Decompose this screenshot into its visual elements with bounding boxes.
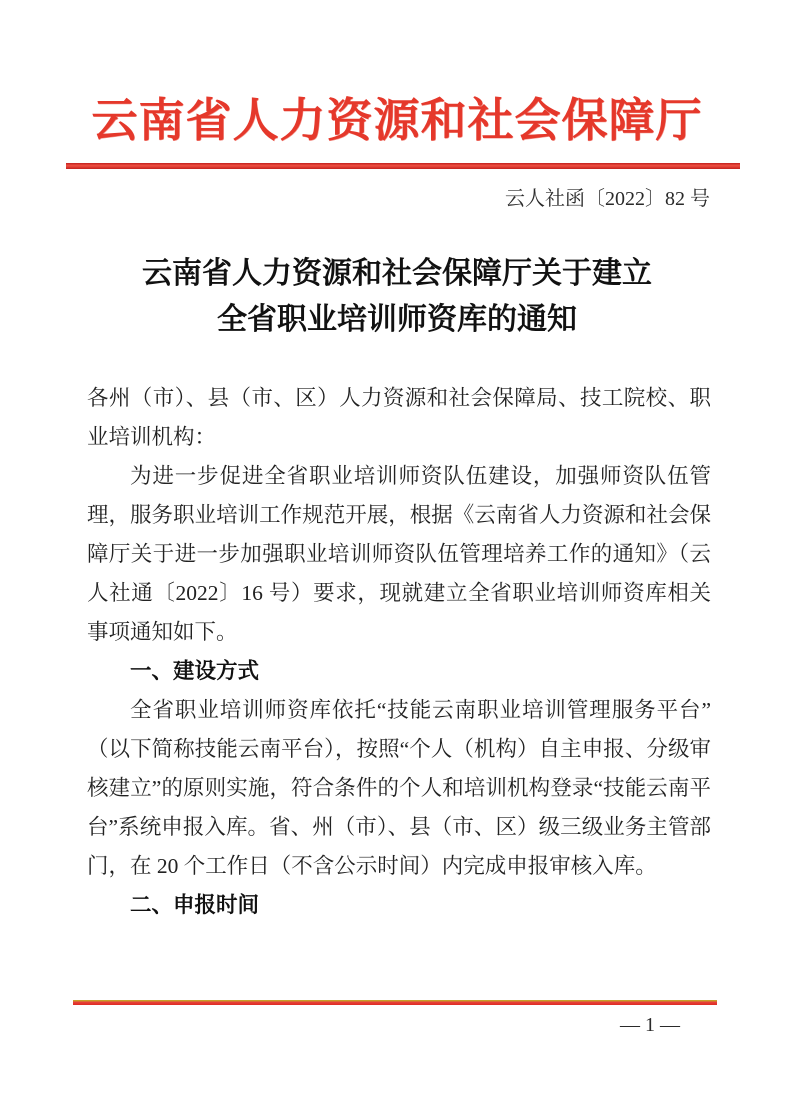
intro-paragraph: 为进一步促进全省职业培训师资队伍建设，加强师资队伍管理，服务职业培训工作规范开展，根据《云南省人力资源和社会保障厅关于进一步加强职业培训师资队伍管理培养工作的通知》（云人社通〔2022〕16 号）要求，现就建立全省职业培训师资库相关事项通知如下。 (87, 464, 711, 644)
page-number: — 1 — (620, 1014, 680, 1036)
letterhead-agency-name: 云南省人力资源和社会保障厅 (91, 95, 703, 146)
section-heading-2: 二、申报时间 (130, 893, 260, 917)
addressee-line: 各州（市）、县（市、区）人力资源和社会保障局、技工院校、职业培训机构： (87, 386, 711, 449)
document-title-line2: 全省职业培训师资库的通知 (217, 303, 577, 336)
document-body (87, 379, 711, 925)
section-1-paragraph: 全省职业培训师资库依托“技能云南职业培训管理服务平台”（以下简称技能云南平台），按照“个人（机构）自主申报、分级审核建立”的原则实施，符合条件的个人和培训机构登录“技能云南平台”系统申报入库。省、州（市）、县（市、区）级三级业务主管部门，在 20 个工作日（不含公示时间）内完成申报审核入库。 (87, 698, 711, 878)
document-title (0, 251, 794, 343)
section-heading-1: 一、建设方式 (130, 659, 260, 683)
document-reference-number: 云人社函〔2022〕82 号 (505, 188, 710, 210)
document-title-line1: 云南省人力资源和社会保障厅关于建立 (142, 257, 652, 290)
letterhead-rule (66, 163, 740, 169)
footer-rule (73, 1000, 717, 1005)
